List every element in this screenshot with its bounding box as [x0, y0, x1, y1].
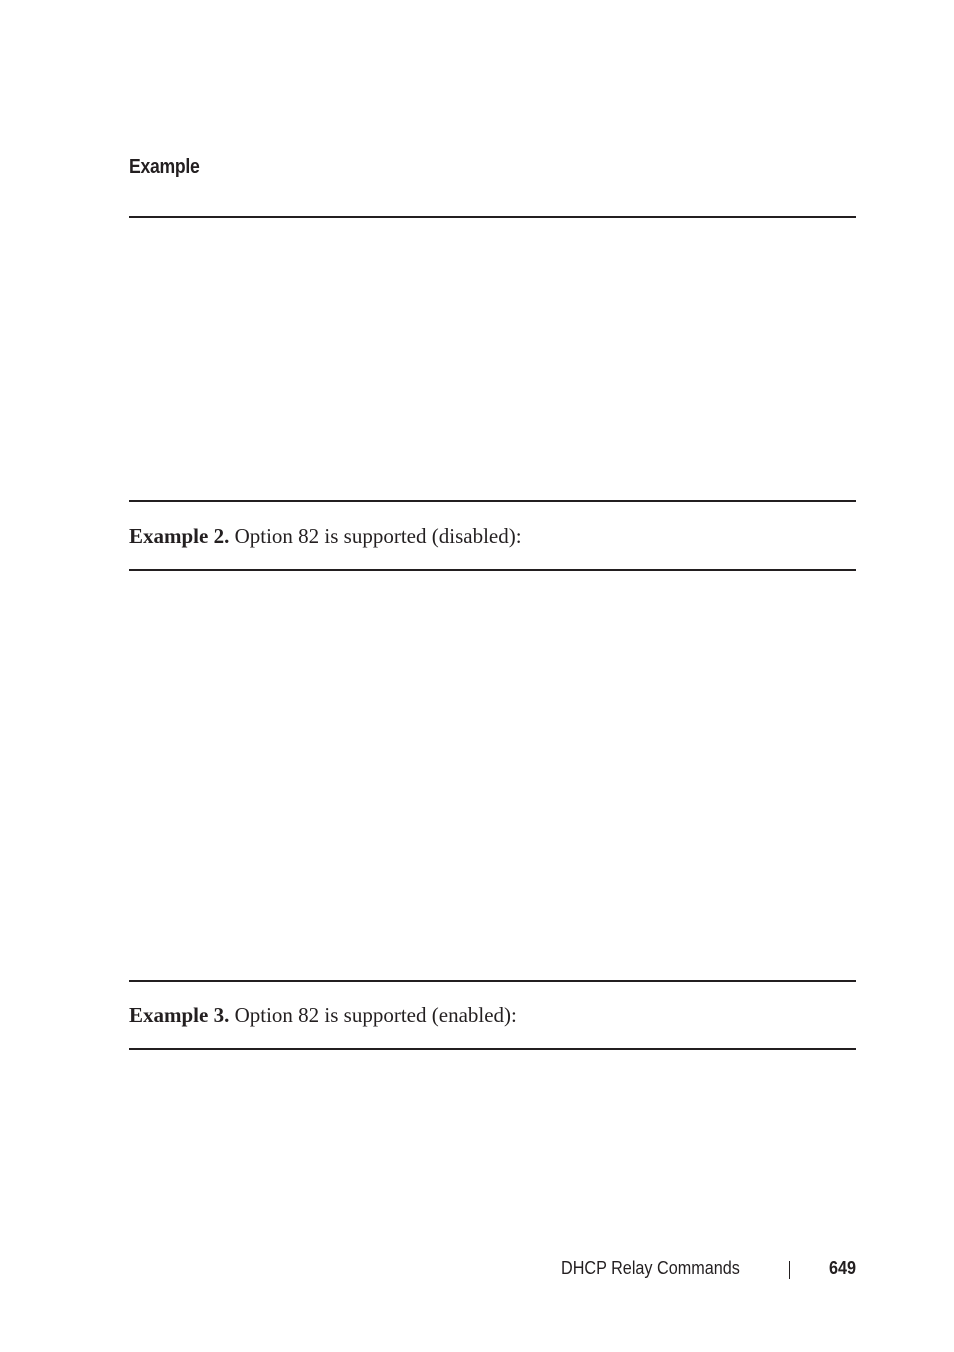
example-2-caption [129, 522, 522, 550]
example-2-text: Option 82 is supported (disabled): [229, 524, 522, 548]
section-heading: Example [129, 156, 200, 178]
example-3-text: Option 82 is supported (enabled): [229, 1003, 517, 1027]
footer-separator [789, 1261, 790, 1279]
example-3-code-top-rule [129, 1048, 856, 1050]
example-2-code-top-rule [129, 569, 856, 571]
footer-chapter-title: DHCP Relay Commands [561, 1258, 740, 1278]
footer-page-number: 649 [829, 1258, 857, 1278]
example-2-code-bottom-rule [129, 980, 856, 982]
code-block-bottom-rule [129, 500, 856, 502]
example-3-caption [129, 1001, 517, 1029]
example-3-label: Example 3. [129, 1003, 230, 1027]
code-block-top-rule [129, 216, 856, 218]
example-2-label: Example 2. [129, 524, 230, 548]
